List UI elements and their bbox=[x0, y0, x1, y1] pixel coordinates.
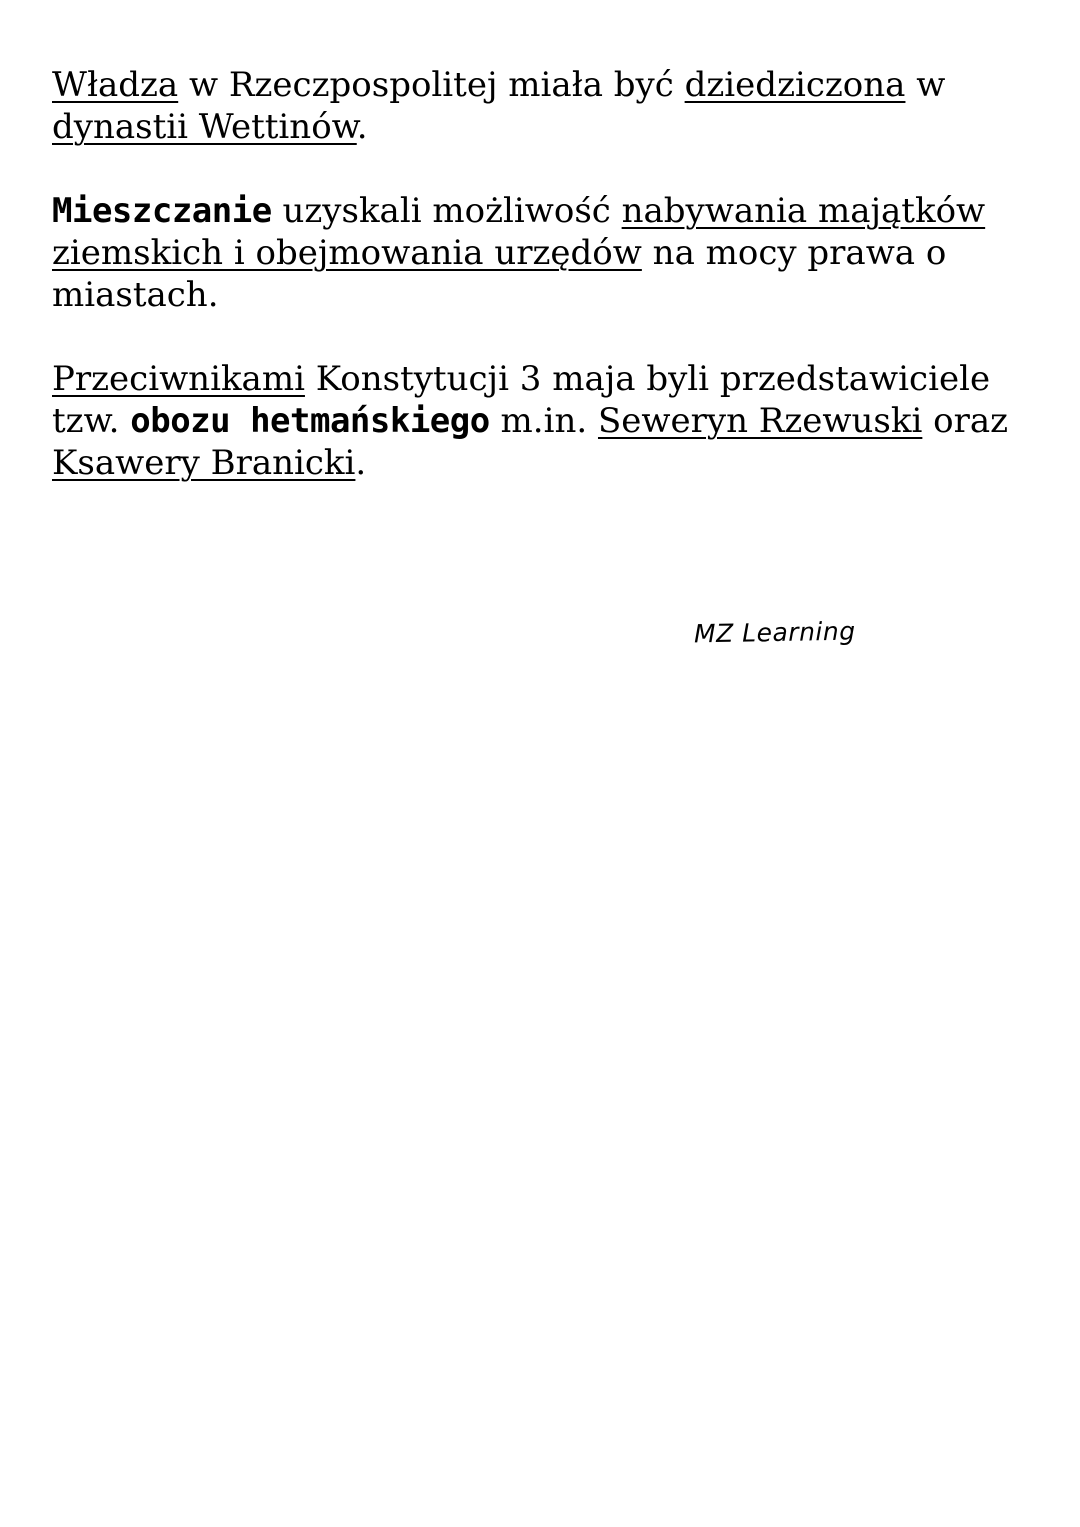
text-segment: oraz bbox=[922, 401, 1009, 441]
text-segment: w bbox=[905, 65, 946, 105]
term-obozu-hetmanskiego: obozu hetmańskiego bbox=[130, 401, 490, 441]
text-segment: m.in. bbox=[489, 401, 598, 441]
name-ksawery-branicki: Ksawery Branicki bbox=[52, 443, 356, 483]
text-segment: Konstytucji 3 maja byli przedstawiciele tzw. bbox=[52, 359, 991, 441]
term-przeciwnikami: Przeciwnikami bbox=[52, 359, 305, 399]
term-dynastii-wettinow: dynastii Wettinów bbox=[52, 107, 357, 147]
term-wladza: Władza bbox=[52, 65, 179, 105]
paragraph-burghers bbox=[52, 190, 1037, 316]
term-mieszczanie: Mieszczanie bbox=[52, 191, 272, 231]
term-dziedziczona: dziedziczona bbox=[684, 65, 906, 105]
name-seweryn-rzewuski: Seweryn Rzewuski bbox=[597, 401, 923, 441]
paragraph-inheritance bbox=[52, 64, 1037, 148]
text-segment: na mocy prawa o miastach. bbox=[52, 233, 947, 315]
text-segment: w Rzeczpospolitej miała być bbox=[178, 65, 685, 105]
signature-mz-learning: MZ Learning bbox=[693, 616, 856, 649]
term-nabywania-majatkow: nabywania majątków ziemskich i obejmowania urzędów bbox=[52, 191, 986, 273]
paragraph-opponents bbox=[52, 358, 1037, 484]
text-segment: uzyskali możliwość bbox=[271, 191, 622, 231]
document-body bbox=[52, 64, 1037, 526]
text-segment: . bbox=[355, 443, 367, 483]
text-segment: . bbox=[356, 107, 368, 147]
